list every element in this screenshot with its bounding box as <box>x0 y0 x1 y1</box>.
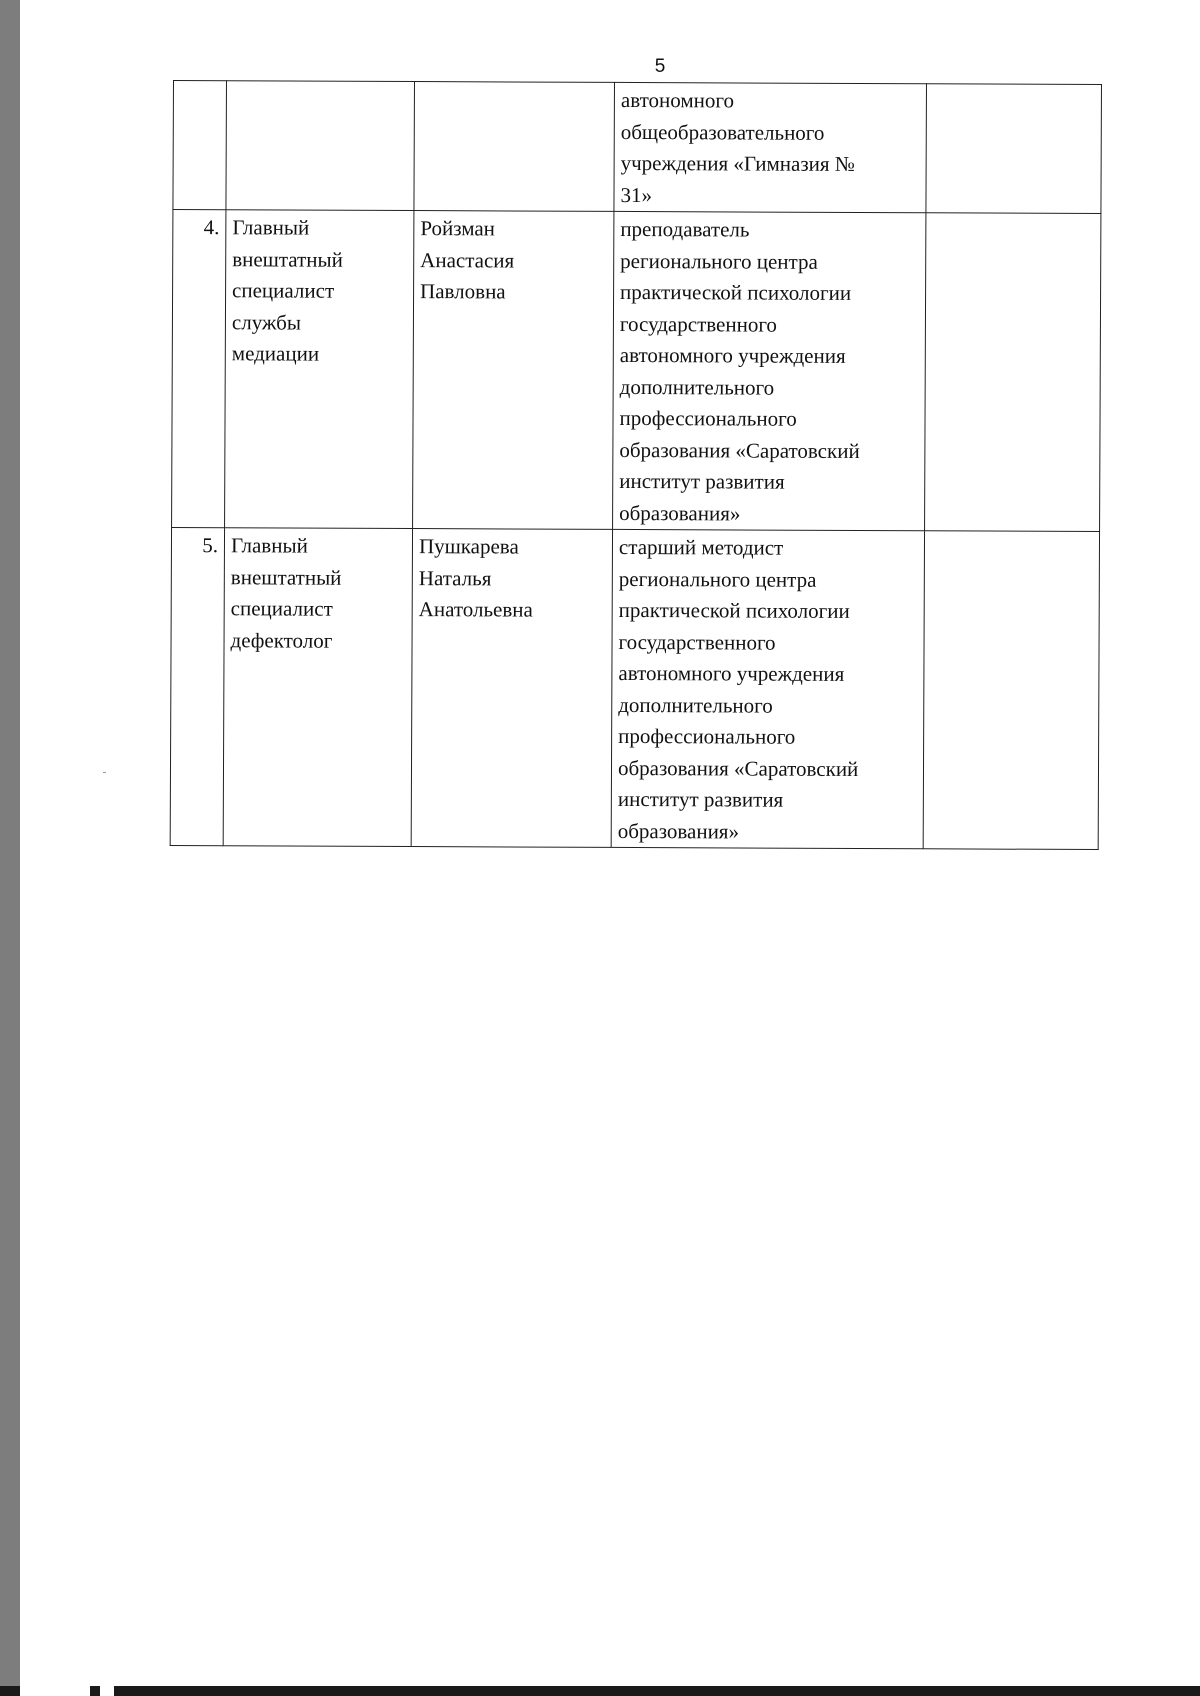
name-line: Пушкарева <box>418 534 519 559</box>
table-row <box>172 210 1101 532</box>
position-line: дефектолог <box>230 627 333 653</box>
workplace-line: регионального центра <box>620 248 818 274</box>
row-number-cell <box>173 81 227 210</box>
workplace-line: общеобразовательного <box>620 119 825 145</box>
name-cell <box>411 529 612 848</box>
scan-border-gap <box>20 1686 90 1696</box>
workplace-line: образования «Саратовский <box>619 437 860 463</box>
workplace-line: государственного <box>618 629 776 655</box>
workplace-line: образования» <box>617 818 740 843</box>
scan-speck <box>103 772 106 773</box>
workplace-line: образования» <box>619 500 741 525</box>
specialists-table <box>170 80 1102 850</box>
workplace-line: профессионального <box>618 723 796 749</box>
name-line: Анатольевна <box>418 597 533 622</box>
workplace-line: профессионального <box>619 405 797 431</box>
workplace-line: государственного <box>619 311 778 337</box>
workplace-cell <box>614 82 927 212</box>
note-cell <box>926 84 1102 214</box>
page-number: 5 <box>654 56 666 77</box>
position-line: службы <box>231 309 302 335</box>
position-line: внештатный <box>232 246 343 272</box>
position-cell <box>226 81 415 211</box>
note-cell <box>923 531 1099 850</box>
name-line: Наталья <box>418 565 492 590</box>
workplace-cell <box>613 211 926 530</box>
workplace-line: учреждения «Гимназия № <box>620 150 855 176</box>
workplace-line: институт развития <box>619 468 785 494</box>
workplace-line: автономного учреждения <box>619 342 846 368</box>
position-cell <box>223 528 412 847</box>
workplace-line: 31» <box>620 182 653 207</box>
note-cell <box>925 213 1101 532</box>
workplace-line: дополнительного <box>619 374 775 400</box>
table-row <box>170 527 1099 849</box>
workplace-line: образования «Саратовский <box>617 755 859 781</box>
name-line: Павловна <box>420 279 506 304</box>
position-line: Главный <box>230 533 308 558</box>
workplace-cell <box>611 529 924 848</box>
workplace-line: практической психологии <box>620 279 852 305</box>
table-row <box>173 81 1102 214</box>
scan-border-gap <box>100 1686 114 1696</box>
name-cell <box>414 82 615 212</box>
workplace-line: старший методист <box>618 534 784 560</box>
name-line: Ройзман <box>420 216 496 241</box>
workplace-line: автономного <box>620 87 735 113</box>
row-number-cell: 4. <box>172 210 226 528</box>
position-line: медиации <box>231 341 320 366</box>
name-cell <box>413 211 614 530</box>
workplace-line: дополнительного <box>618 692 773 718</box>
workplace-line: преподаватель <box>620 216 750 242</box>
position-line: внештатный <box>230 564 342 590</box>
row-number-cell: 5. <box>170 527 224 845</box>
workplace-line: автономного учреждения <box>618 660 845 686</box>
workplace-line: регионального центра <box>618 566 817 592</box>
position-line: Главный <box>232 215 310 240</box>
scan-border-left <box>0 0 20 1696</box>
position-line: специалист <box>232 278 335 303</box>
position-line: специалист <box>230 596 333 621</box>
workplace-line: институт развития <box>617 786 784 812</box>
position-cell <box>225 210 414 529</box>
name-line: Анастасия <box>420 247 515 272</box>
workplace-line: практической психологии <box>618 597 850 623</box>
scan-border-bottom <box>0 1686 1200 1696</box>
